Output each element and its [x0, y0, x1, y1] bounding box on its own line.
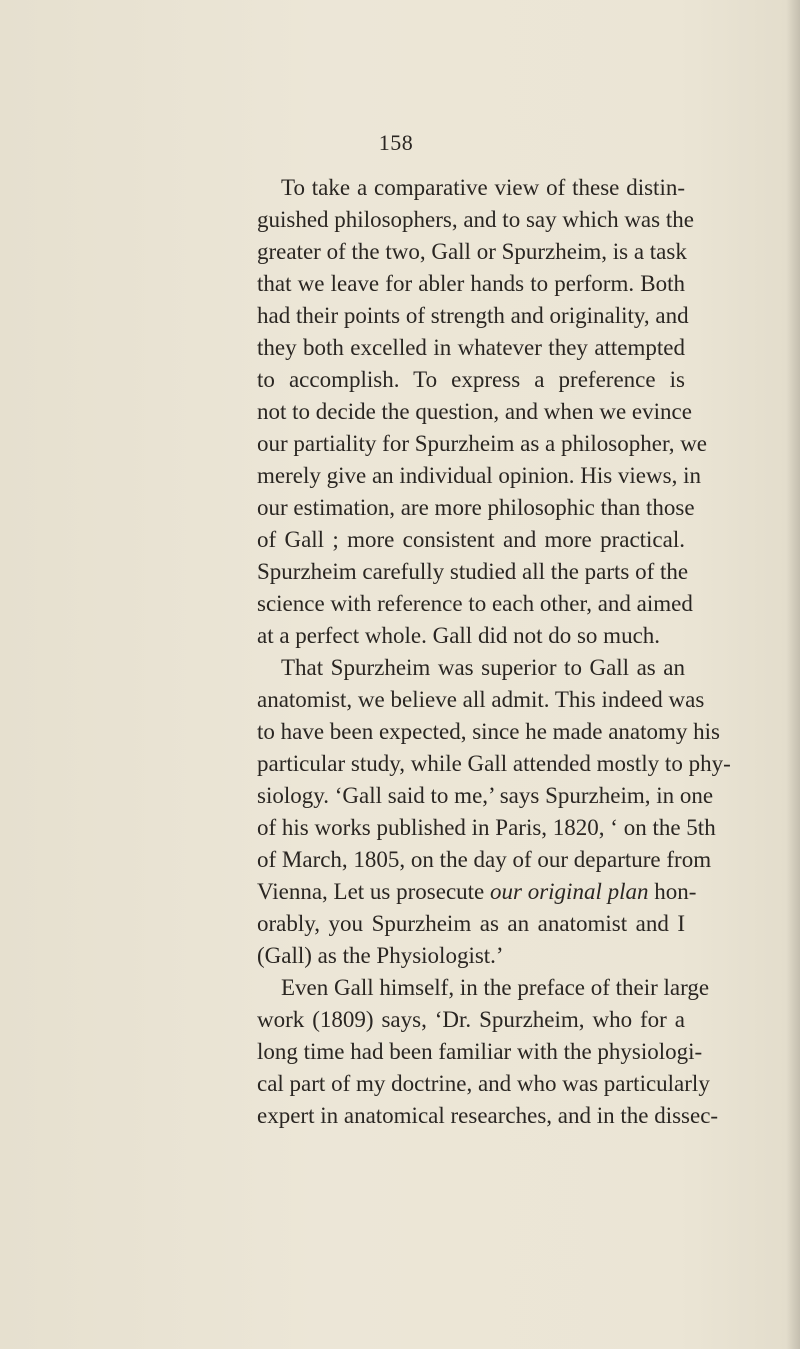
text-segment: Vienna, Let us prosecute	[257, 879, 485, 904]
text-line: to accomplish. To express a preference is	[257, 367, 685, 392]
text-line: of Gall ; more consistent and more practical.	[257, 527, 685, 552]
text-line: anatomist, we believe all admit. This indeed was	[257, 687, 705, 712]
text-line: greater of the two, Gall or Spurzheim, is a task	[257, 239, 687, 264]
text-line: particular study, while Gall attended mostly to phy-	[257, 751, 731, 776]
text-line: our partiality for Spurzheim as a philosopher, we	[257, 431, 708, 456]
text-line: merely give an individual opinion. His views, in	[257, 463, 701, 488]
body-text	[257, 172, 731, 1132]
text-line: that we leave for abler hands to perform. Both	[257, 271, 685, 296]
text-line: Even Gall himself, in the preface of their large	[281, 975, 710, 1000]
text-line: they both excelled in whatever they attempted	[257, 335, 685, 360]
text-line: expert in anatomical researches, and in the dissec-	[257, 1103, 719, 1128]
text-line: guished philosophers, and to say which was the	[257, 207, 694, 232]
page-edge-shadow	[786, 0, 800, 1349]
text-line: work (1809) says, ‘Dr. Spurzheim, who for a	[257, 1007, 685, 1032]
text-line: our estimation, are more philosophic than those	[257, 495, 695, 520]
text-line: cal part of my doctrine, and who was particularly	[257, 1071, 710, 1096]
text-line: of March, 1805, on the day of our departure from	[257, 847, 712, 872]
text-line: to have been expected, since he made anatomy his	[257, 719, 721, 744]
text-line: had their points of strength and originality, and	[257, 303, 689, 328]
text-line: siology. ‘Gall said to me,’ says Spurzheim, in one	[257, 783, 714, 808]
text-line: To take a comparative view of these distin-	[281, 175, 685, 200]
text-line: science with reference to each other, and aimed	[257, 591, 693, 616]
text-line: Spurzheim carefully studied all the parts of the	[257, 559, 689, 584]
text-line: orably, you Spurzheim as an anatomist and I	[257, 911, 685, 936]
italic-phrase: our original plan	[490, 879, 649, 904]
text-line: of his works published in Paris, 1820, ‘ on the 5th	[257, 815, 716, 840]
text-line	[257, 876, 697, 908]
text-line: (Gall) as the Physiologist.’	[257, 943, 504, 968]
page-number: 158	[378, 130, 414, 155]
text-line: not to decide the question, and when we evince	[257, 399, 692, 424]
text-line: That Spurzheim was superior to Gall as an	[281, 655, 685, 680]
text-line: at a perfect whole. Gall did not do so much.	[257, 623, 661, 648]
text-segment: hon-	[654, 879, 697, 904]
text-line: long time had been familiar with the physiologi-	[257, 1039, 703, 1064]
